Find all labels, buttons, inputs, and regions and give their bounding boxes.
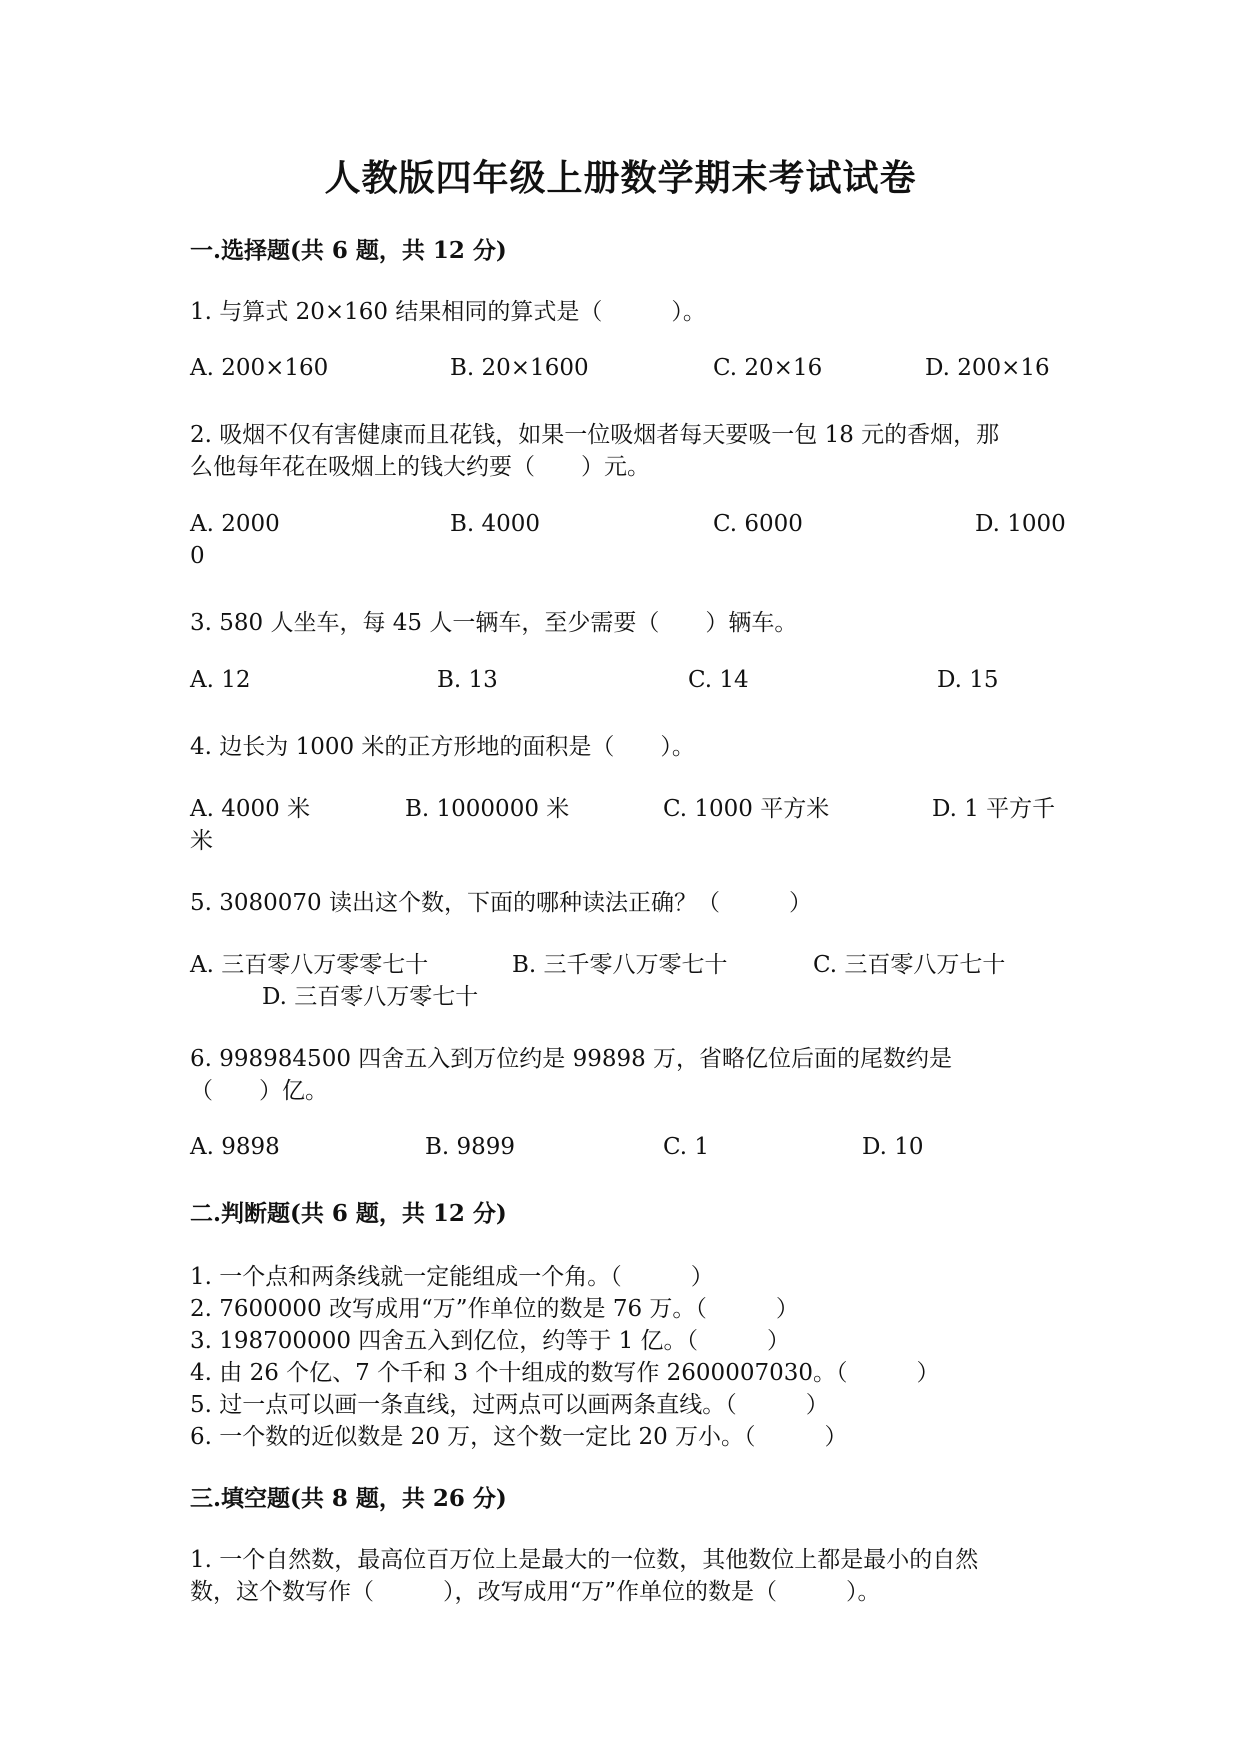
option-d: D. 1000 [975,511,1066,537]
judgement-item: 4. 由 26 个亿、7 个千和 3 个十组成的数写作 2600007030。（ ） [190,1360,940,1386]
question-text: 1. 与算式 20×160 结果相同的算式是（ ）。 [190,299,706,325]
question-text: （ ）亿。 [190,1078,328,1104]
option-a: A. 4000 米 [190,796,311,822]
section-heading-choice: 一.选择题(共 6 题，共 12 分) [190,237,507,264]
option-d: D. 10 [862,1134,924,1160]
judgement-item: 3. 198700000 四舍五入到亿位，约等于 1 亿。（ ） [190,1328,791,1354]
option-c: C. 20×16 [713,355,823,381]
option-d: D. 1 平方千 [932,796,1056,822]
section-heading-fill-blank: 三.填空题(共 8 题，共 26 分) [190,1485,507,1512]
option-a: A. 三百零八万零零七十 [190,952,429,978]
question-text: 4. 边长为 1000 米的正方形地的面积是（ ）。 [190,734,695,760]
judgement-item: 2. 7600000 改写成用“万”作单位的数是 76 万。（ ） [190,1296,799,1322]
option-a: A. 2000 [190,511,280,537]
question-text: 5. 3080070 读出这个数，下面的哪种读法正确？（ ） [190,890,812,916]
question-text: 么他每年花在吸烟上的钱大约要（ ）元。 [190,454,650,480]
option-b: B. 20×1600 [450,355,589,381]
option-d: D. 15 [937,667,999,693]
question-text: 6. 998984500 四舍五入到万位约是 99898 万，省略亿位后面的尾数约是 [190,1046,953,1072]
judgement-item: 1. 一个点和两条线就一定能组成一个角。（ ） [190,1264,714,1290]
option-a: A. 9898 [190,1134,280,1160]
option-b: B. 9899 [425,1134,516,1160]
option-d-wrap: 米 [190,828,213,854]
question-text: 3. 580 人坐车，每 45 人一辆车，至少需要（ ）辆车。 [190,610,798,636]
option-b: B. 13 [437,667,498,693]
question-text: 2. 吸烟不仅有害健康而且花钱，如果一位吸烟者每天要吸一包 18 元的香烟，那 [190,422,1000,448]
page-title: 人教版四年级上册数学期末考试试卷 [324,157,917,199]
section-heading-judgement: 二.判断题(共 6 题，共 12 分) [190,1200,507,1227]
option-c: C. 1 [663,1134,710,1160]
option-d: D. 200×16 [925,355,1050,381]
option-b: B. 三千零八万零七十 [512,952,728,978]
question-text: 1. 一个自然数，最高位百万位上是最大的一位数，其他数位上都是最小的自然 [190,1547,979,1573]
option-c: C. 1000 平方米 [663,796,830,822]
judgement-item: 6. 一个数的近似数是 20 万，这个数一定比 20 万小。（ ） [190,1424,848,1450]
option-a: A. 12 [190,667,251,693]
question-text: 数，这个数写作（ ），改写成用“万”作单位的数是（ ）。 [190,1579,881,1605]
option-a: A. 200×160 [190,355,329,381]
option-c: C. 14 [688,667,749,693]
option-d: D. 三百零八万零七十 [262,984,479,1010]
judgement-item: 5. 过一点可以画一条直线，过两点可以画两条直线。（ ） [190,1392,829,1418]
option-c: C. 三百零八万七十 [813,952,1006,978]
option-b: B. 4000 [450,511,541,537]
option-d-wrap: 0 [190,543,205,569]
option-b: B. 1000000 米 [405,796,570,822]
option-c: C. 6000 [713,511,803,537]
